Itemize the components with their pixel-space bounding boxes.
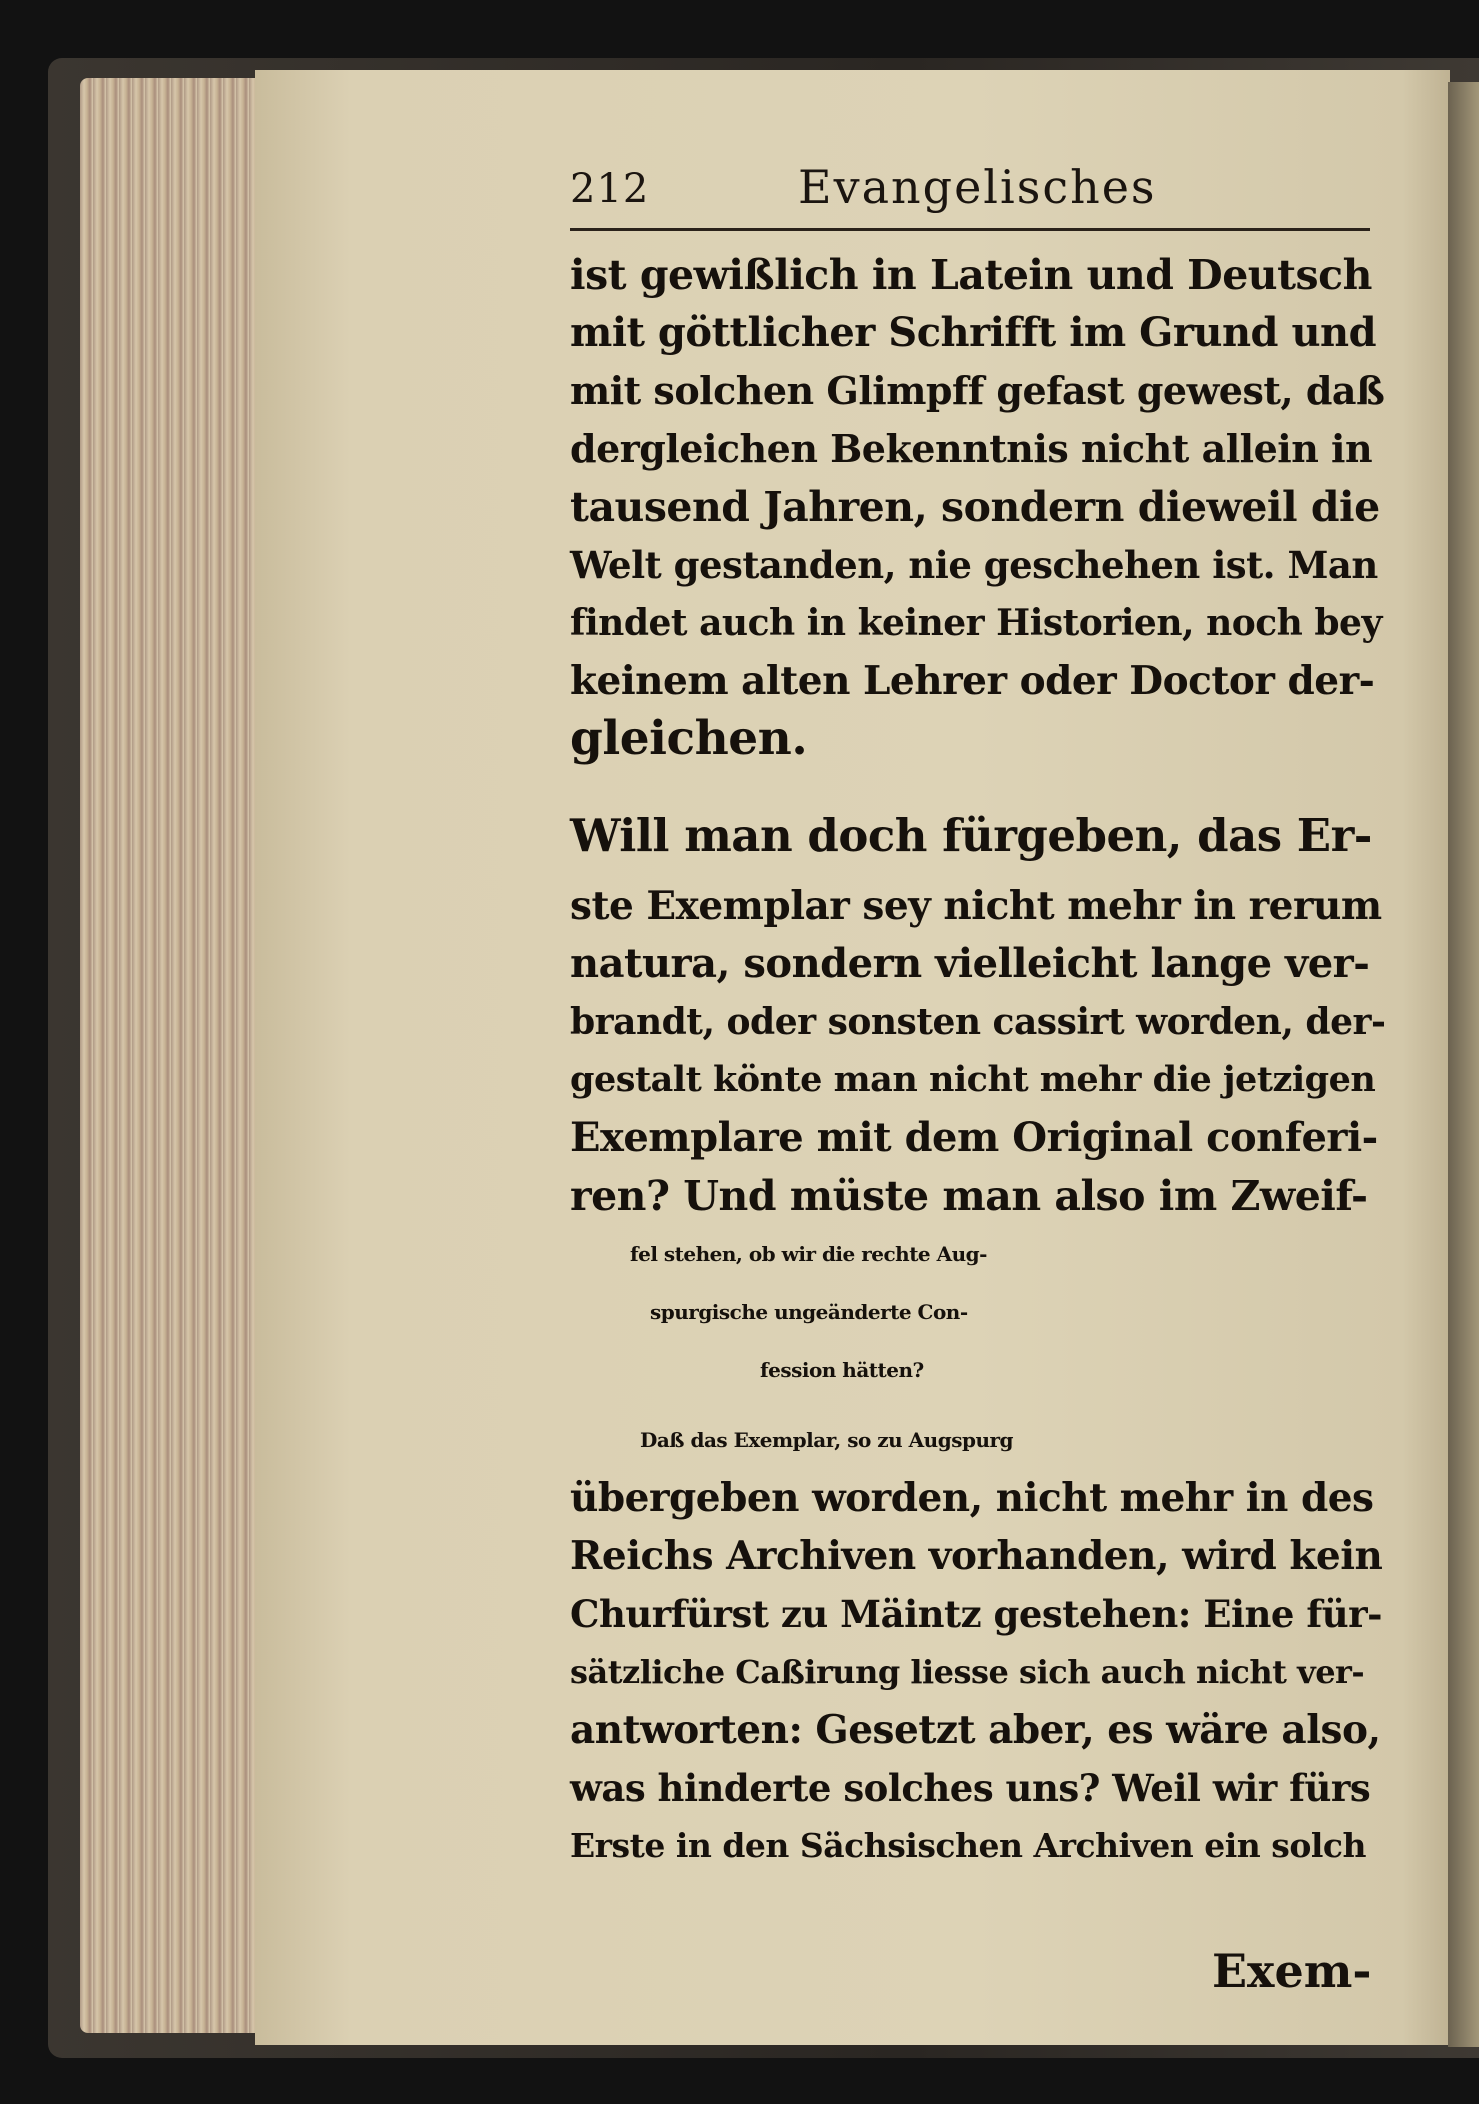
heading-line: spurgische ungeänderte Con- bbox=[650, 1300, 968, 1324]
text-line: sätzliche Caßirung liesse sich auch nicht ver- bbox=[570, 1653, 1365, 1691]
text-line: ist gewißlich in Latein und Deutsch bbox=[570, 251, 1372, 299]
text-line: übergeben worden, nicht mehr in des bbox=[570, 1475, 1374, 1521]
page-number: 212 bbox=[570, 166, 650, 212]
heading-line: gestalt könte man nicht mehr die jetzigen bbox=[570, 1059, 1376, 1100]
heading-line: Will man doch fürgeben, das Er- bbox=[570, 809, 1372, 862]
text-line: mit solchen Glimpff gefast gewest, daß bbox=[570, 368, 1385, 413]
text-line: keinem alten Lehrer oder Doctor der- bbox=[570, 658, 1375, 704]
facing-page-edge bbox=[1448, 82, 1479, 2047]
text-line: gleichen. bbox=[570, 711, 808, 766]
header-rule bbox=[570, 228, 1370, 231]
heading-line: fession hätten? bbox=[760, 1358, 924, 1382]
heading-line: natura, sondern vielleicht lange ver- bbox=[570, 940, 1370, 987]
text-line: mit göttlicher Schrifft im Grund und bbox=[570, 309, 1377, 356]
text-line: findet auch in keiner Historien, noch bey bbox=[570, 602, 1382, 644]
heading-line: ren? Und müste man also im Zweif- bbox=[570, 1172, 1368, 1220]
page-header bbox=[570, 156, 1370, 226]
text-line: Reichs Archiven vorhanden, wird kein bbox=[570, 1533, 1383, 1579]
text-line: tausend Jahren, sondern dieweil die bbox=[570, 483, 1380, 531]
heading-line: fel stehen, ob wir die rechte Aug- bbox=[630, 1242, 987, 1266]
text-line: Daß das Exemplar, so zu Augspurg bbox=[640, 1428, 1014, 1452]
text-line: Churfürst zu Mäintz gestehen: Eine für- bbox=[570, 1592, 1383, 1636]
text-line: Erste in den Sächsischen Archiven ein solch bbox=[570, 1826, 1366, 1865]
text-line: Welt gestanden, nie geschehen ist. Man bbox=[570, 543, 1378, 587]
heading-line: ste Exemplar sey nicht mehr in rerum bbox=[570, 883, 1382, 929]
heading-line: brandt, oder sonsten cassirt worden, der- bbox=[570, 1001, 1386, 1043]
text-line: was hinderte solches uns? Weil wir fürs bbox=[570, 1766, 1371, 1810]
text-line: antworten: Gesetzt aber, es wäre also, bbox=[570, 1707, 1381, 1753]
page-edges bbox=[80, 78, 270, 2033]
heading-line: Exemplare mit dem Original conferi- bbox=[570, 1114, 1378, 1161]
catchword: Exem- bbox=[1212, 1944, 1372, 1998]
text-line: dergleichen Bekenntnis nicht allein in bbox=[570, 426, 1373, 471]
running-title: Evangelisches bbox=[798, 160, 1157, 214]
